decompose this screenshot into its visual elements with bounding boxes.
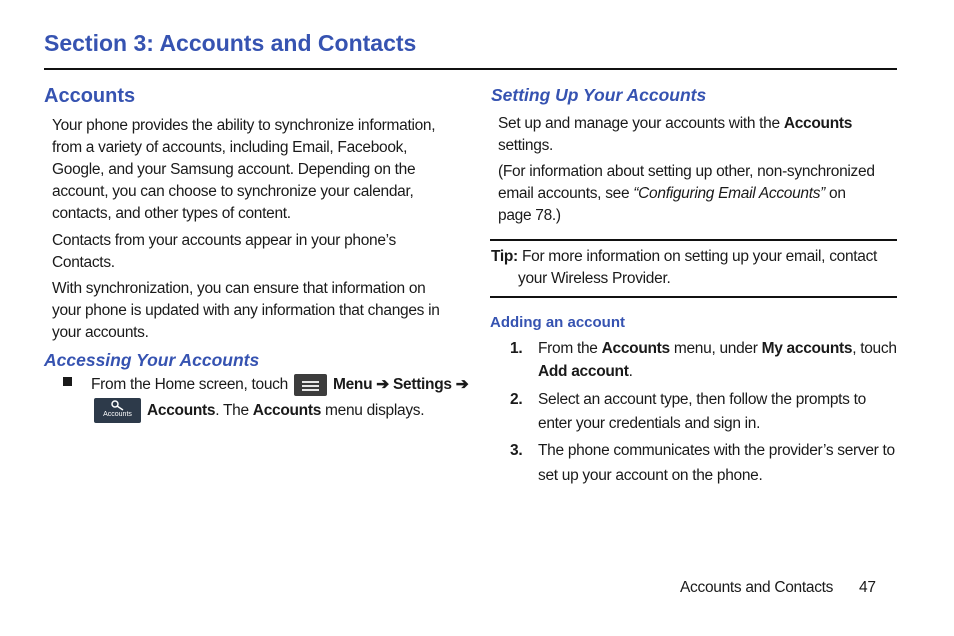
text-line: Contacts from your accounts appear in your phone’s xyxy=(52,232,396,249)
bullet-text: . The xyxy=(215,402,253,419)
setting-up-heading: Setting Up Your Accounts xyxy=(491,85,707,105)
bullet-line-1 xyxy=(91,374,469,396)
tip-top-divider xyxy=(490,239,897,241)
section-title: Section 3: Accounts and Contacts xyxy=(44,30,417,56)
accounts-label: Accounts xyxy=(783,115,853,132)
my-accounts-label: My accounts xyxy=(761,340,853,357)
info-paragraph xyxy=(498,161,898,227)
text-line: enter your credentials and sign in. xyxy=(538,415,761,432)
text-span: Select an account type, then follow the prompts to xyxy=(538,391,866,408)
accounts-icon-label: Accounts xyxy=(103,411,132,418)
text-span: on xyxy=(825,185,846,202)
text-line: Your phone provides the ability to synchronize information, xyxy=(52,117,436,134)
key-icon xyxy=(111,400,125,411)
arrow-icon: ➔ xyxy=(376,376,389,394)
setup-paragraph xyxy=(498,113,898,157)
tip-box xyxy=(491,246,896,290)
text-line xyxy=(498,183,898,205)
sync-paragraph xyxy=(52,278,452,344)
bullet-square-icon xyxy=(63,377,72,386)
settings-label: Settings xyxy=(392,376,452,394)
text-span: email accounts, see xyxy=(498,185,634,202)
text-line: from a variety of accounts, including Email, Facebook, xyxy=(52,139,408,156)
text-line xyxy=(510,388,900,412)
accounts-label: Accounts xyxy=(147,402,216,419)
text-span: Set up and manage your accounts with the xyxy=(498,115,784,132)
intro-paragraph xyxy=(52,115,452,225)
footer-section-label: Accounts and Contacts xyxy=(680,579,834,596)
text-line xyxy=(510,360,900,383)
add-account-label: Add account xyxy=(538,363,629,380)
text-line xyxy=(498,113,898,135)
bullet-text: From the Home screen, touch xyxy=(91,376,288,394)
text-line xyxy=(510,438,900,463)
text-line: set up your account on the phone. xyxy=(538,467,763,484)
text-span: The phone communicates with the provider’s server to xyxy=(538,442,895,459)
cross-reference-link[interactable]: “Configuring Email Accounts” xyxy=(633,185,826,202)
step-number: 1. xyxy=(510,340,523,357)
accounts-heading: Accounts xyxy=(44,85,136,107)
text-span: . xyxy=(628,363,633,380)
text-line: settings. xyxy=(498,137,554,154)
text-span: , touch xyxy=(852,340,897,357)
text-line: With synchronization, you can ensure that information on xyxy=(52,280,426,297)
accounts-app-icon xyxy=(94,398,141,423)
text-line: (For information about setting up other, non-synchronized xyxy=(498,163,875,180)
text-line: page 78.) xyxy=(498,207,561,224)
step-number: 3. xyxy=(510,442,523,459)
text-span: From the xyxy=(538,340,602,357)
text-line: contacts, and other types of content. xyxy=(52,205,291,222)
arrow-icon: ➔ xyxy=(455,376,469,394)
text-line xyxy=(491,246,896,268)
tip-bottom-divider xyxy=(490,296,897,298)
menu-label: Menu xyxy=(332,376,373,394)
accounts-label: Accounts xyxy=(601,340,670,357)
contacts-paragraph xyxy=(52,230,452,274)
tip-text: your Wireless Provider. xyxy=(518,270,671,287)
accessing-accounts-heading: Accessing Your Accounts xyxy=(44,350,260,370)
step-2 xyxy=(510,388,900,436)
text-line: Google, and your Samsung account. Depending on the xyxy=(52,161,416,178)
text-line xyxy=(510,337,900,360)
tip-label: Tip: xyxy=(491,248,518,265)
text-line: your phone is updated with any information that changes in xyxy=(52,302,440,319)
title-divider xyxy=(44,68,897,70)
text-span: menu, under xyxy=(669,340,762,357)
menu-icon xyxy=(294,374,327,396)
step-1 xyxy=(510,337,900,383)
bullet-line-2 xyxy=(147,400,424,422)
bullet-text: menu displays. xyxy=(321,402,425,419)
text-line: your accounts. xyxy=(52,324,149,341)
page-number: 47 xyxy=(859,579,876,596)
adding-account-heading: Adding an account xyxy=(490,314,625,331)
text-line: Contacts. xyxy=(52,254,115,271)
text-line: account, you can choose to synchronize your calendar, xyxy=(52,183,414,200)
accounts-label: Accounts xyxy=(252,402,322,419)
step-number: 2. xyxy=(510,391,523,408)
step-3 xyxy=(510,438,900,488)
tip-text: For more information on setting up your email, contact xyxy=(521,248,878,265)
